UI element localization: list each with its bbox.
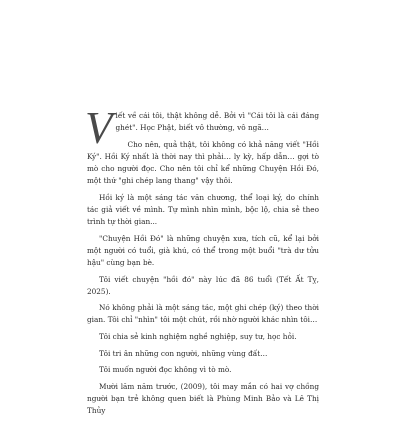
paragraph: Tôi tri ân những con người, những vùng đất… [99,348,268,358]
opening-paragraph [85,103,319,153]
opening-text: iết về cái tôi, thật không dễ. Bởi vì "Cái tôi là cái đáng ghét". Học Phật, biết vô thường, vô ngã… [115,111,319,133]
paragraph: Tôi viết chuyện "hồi đó" này lúc đã 86 tuổi (Tết Ất Tỵ, 2025). [87,274,319,296]
paragraph: Nó không phải là một sáng tác, một ghi chép (ký) theo thời gian. Tôi chỉ "nhìn" tôi một chút, rồi nhờ người khác nhìn tôi… [87,303,319,325]
drop-cap: V [85,103,113,153]
paragraph: Mười lăm năm trước, (2009), tôi may mắn có hai vợ chồng người bạn trẻ không quen biết là Phùng Minh Bảo và Lê Thị Thủy [87,382,319,416]
paragraph: Hồi ký là một sáng tác văn chương, thể loại ký, do chính tác giả viết về mình. Tự mình nhìn mình, bộc lộ, chia sẻ theo trình tự thời gian... [87,192,319,226]
paragraph: "Chuyện Hồi Đó" là những chuyện xưa, tích cũ, kể lại bởi một người có tuổi, già khú, có thể trong một buổi "trà dư tửu hậu" cùng bạn bè. [87,233,319,267]
body-text [85,103,319,422]
paragraph: Tôi muốn người đọc không vì tò mò. [99,365,232,375]
paragraph: Cho nên, quả thật, tôi không có khả năng viết "Hồi Ký". Hồi Ký nhất là thời nay thì phải… ly kỳ, hấp dẫn… gợi tò mò cho người đọc. Cho nên tôi chỉ kể những Chuyện Hồi Đó, một thứ "ghi chép lang thang" vậy thôi. [87,139,319,186]
paragraph: Tôi chia sẻ kinh nghiệm nghề nghiệp, suy tư, học hỏi. [99,332,297,342]
